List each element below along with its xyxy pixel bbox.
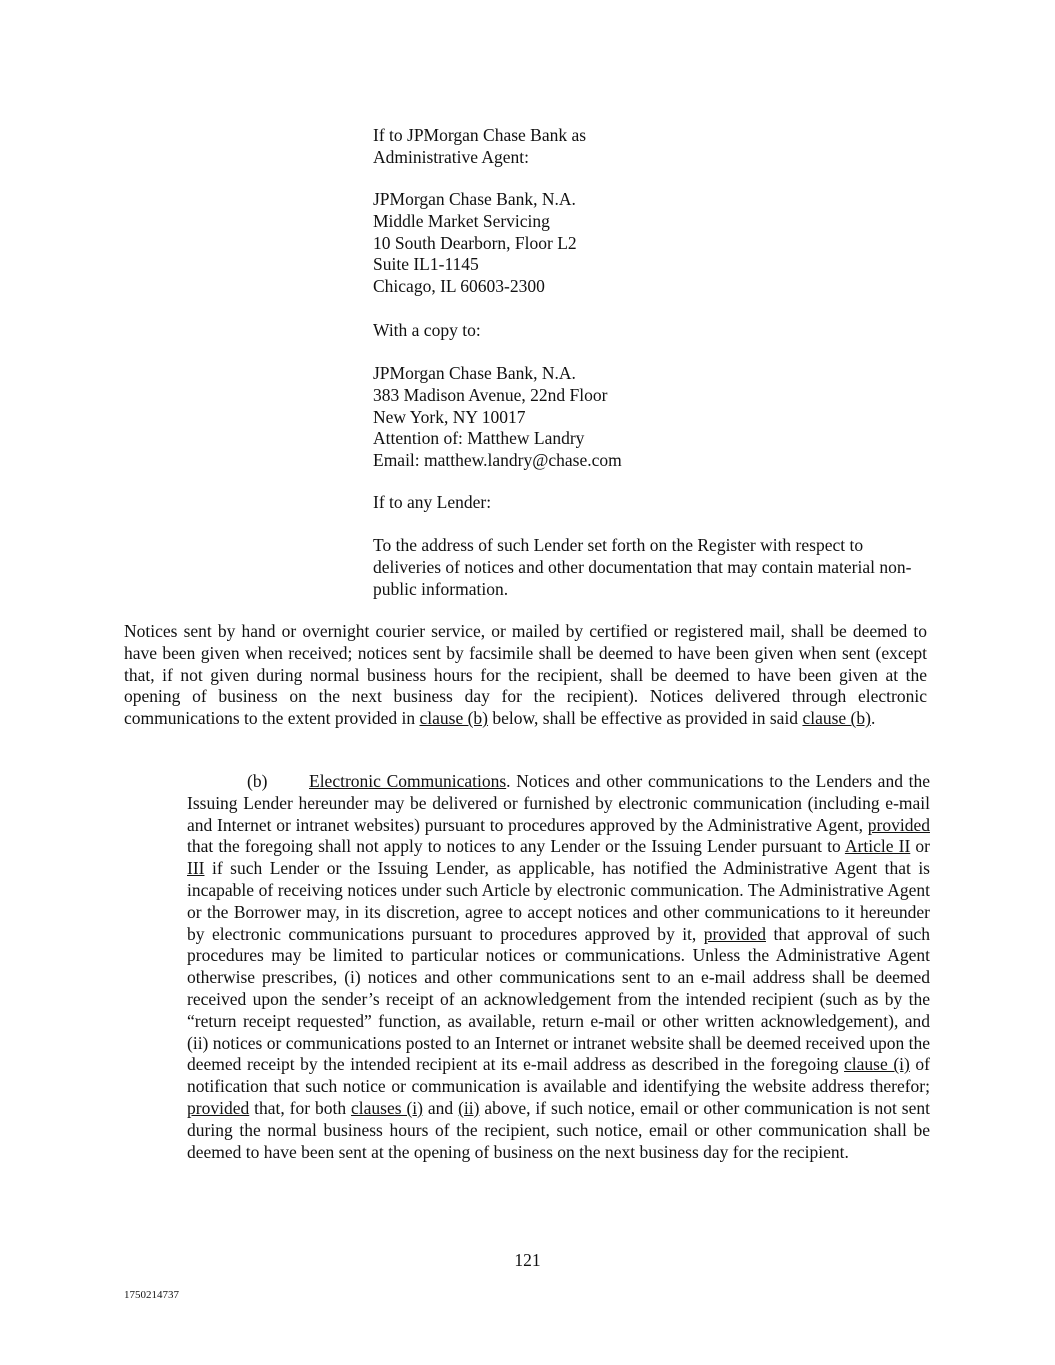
lender-heading: If to any Lender:	[373, 492, 492, 512]
address-line: JPMorgan Chase Bank, N.A.	[373, 189, 576, 209]
address-line: Suite IL1-1145	[373, 254, 479, 275]
admin-agent-heading	[373, 125, 933, 169]
address-line: 10 South Dearborn, Floor L2	[373, 232, 577, 253]
provided-term: provided	[867, 814, 930, 835]
heading-line: If to JPMorgan Chase Bank as	[373, 125, 587, 145]
clause-b-reference: clause (b)	[802, 708, 871, 729]
clauses-i-reference: clauses (i)	[351, 1097, 423, 1118]
address-line: 383 Madison Avenue, 22nd Floor	[373, 384, 608, 405]
address-line: Chicago, IL 60603-2300	[373, 276, 545, 297]
provided-term: provided	[703, 923, 766, 944]
document-id: 1750214737	[124, 1289, 179, 1301]
admin-agent-address	[373, 189, 933, 298]
heading-line: Administrative Agent:	[373, 146, 530, 167]
address-line: New York, NY 10017	[373, 406, 526, 427]
copy-address	[373, 363, 933, 472]
article-iii-reference: III	[187, 858, 205, 879]
address-line: Middle Market Servicing	[373, 210, 550, 231]
article-ii-reference: Article II	[844, 836, 911, 857]
section-label: (b)	[247, 771, 268, 791]
email-line: Email: matthew.landry@chase.com	[373, 450, 622, 471]
lender-address-text: To the address of such Lender set forth on the Register with respect to deliveries of notices and other documentation that may contain material non-public information.	[373, 535, 912, 599]
section-title: Electronic Communications	[309, 771, 507, 791]
clause-ii-reference: (ii)	[458, 1097, 480, 1118]
provided-term: provided	[187, 1097, 250, 1118]
page-number: 121	[514, 1250, 541, 1270]
copy-heading: With a copy to:	[373, 320, 481, 340]
clause-b-reference: clause (b)	[419, 708, 489, 729]
attention-line: Attention of: Matthew Landry	[373, 428, 585, 449]
section-b-electronic-communications: (b) Electronic Communications. Notices and other communications to the Lenders and the Issuing Lender hereunder may be delivered or furnished by electronic communication (including e-mail and Internet or intranet websites) pursuant to procedures approved by the Administrative Agent, provided that the foregoing shall not apply to notices to any Lender or the Issuing Lender pursuant to Article II or III if such Lender or the Issuing Lender, as applicable, has notified the Administrative Agent that is incapable of receiving notices under such Article by electronic communication. The Administrative Agent or the Borrower may, in its discretion, agree to accept notices and other communications to it hereunder by electronic communications pursuant to procedures approved by it, provided that approval of such procedures may be limited to particular notices or communications. Unless the Administrative Agent otherwise prescribes, (i) notices and other communications sent to an e-mail address shall be deemed received upon the sender’s receipt of an acknowledgement from the intended recipient (such as by the “return receipt requested” function, as available, return e-mail or other written acknowledgement), and (ii) notices or communications posted to an Internet or intranet website shall be deemed received upon the deemed receipt by the intended recipient at its e-mail address as described in the foregoing clause (i) of notification that such notice or communication is available and identifying the website address therefor; provided that, for both clauses (i) and (ii) above, if such notice, email or other communication is not sent during the normal business hours of the recipient, such notice, email or other communication shall be deemed to have been sent at the opening of business on the next business day for the recipient.	[187, 771, 931, 1162]
clause-i-reference: clause (i)	[844, 1054, 910, 1075]
notices-paragraph: Notices sent by hand or overnight courier service, or mailed by certified or registered mail, shall be deemed to have been given when received; notices sent by facsimile shall be deemed to have been given when sent (except that, if not given during normal business hours for the recipient, shall be deemed to have been given at the opening of business on the next business day for the recipient). Notices delivered through electronic communications to the extent provided in clause (b) below, shall be effective as provided in said clause (b).	[124, 621, 927, 729]
address-line: JPMorgan Chase Bank, N.A.	[373, 363, 576, 383]
